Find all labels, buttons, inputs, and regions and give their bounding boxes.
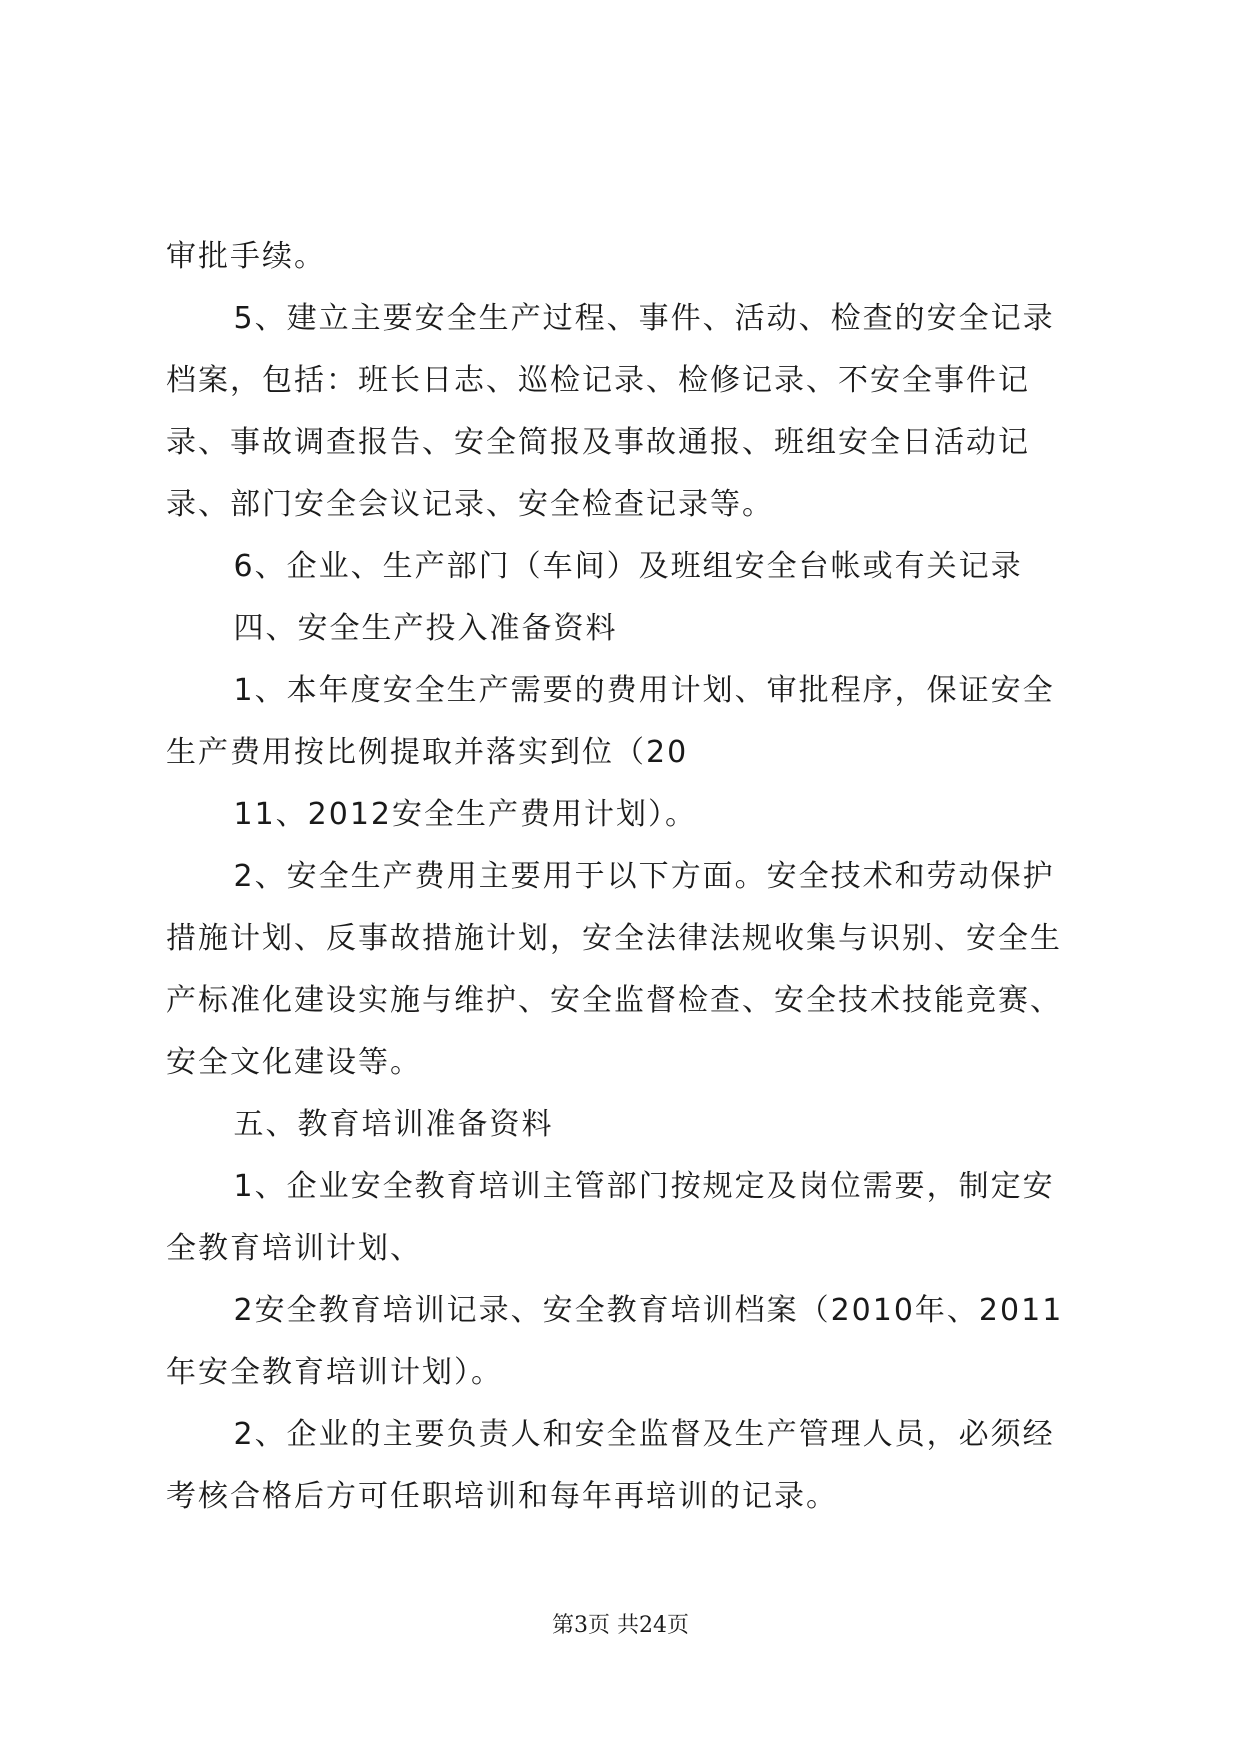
paragraph-3: 6、企业、生产部门（车间）及班组安全台帐或有关记录 xyxy=(233,549,1023,584)
section-heading-5: 五、教育培训准备资料 xyxy=(233,1107,554,1142)
paragraph-7: 2、安全生产费用主要用于以下方面。安全技术和劳动保护措施计划、反事故措施计划，安全法律法规收集与识别、安全生产标准化建设实施与维护、安全监督检查、安全技术技能竞赛、安全文化建设等。 xyxy=(166,859,1062,1080)
paragraph-5: 1、本年度安全生产需要的费用计划、审批程序，保证安全生产费用按比例提取并落实到位（20 xyxy=(166,673,1055,770)
paragraph-1: 审批手续。 xyxy=(166,239,326,274)
paragraph-11: 2、企业的主要负责人和安全监督及生产管理人员，必须经考核合格后方可任职培训和每年再培训的记录。 xyxy=(166,1417,1055,1514)
section-heading-4: 四、安全生产投入准备资料 xyxy=(233,611,618,646)
document-body xyxy=(166,226,1086,1528)
paragraph-2: 5、建立主要安全生产过程、事件、活动、检查的安全记录档案，包括：班长日志、巡检记录、检修记录、不安全事件记录、事故调查报告、安全简报及事故通报、班组安全日活动记录、部门安全会议记录、安全检查记录等。 xyxy=(166,301,1055,522)
paragraph-9: 1、企业安全教育培训主管部门按规定及岗位需要，制定安全教育培训计划、 xyxy=(166,1169,1055,1266)
paragraph-10: 2安全教育培训记录、安全教育培训档案（2010年、2011年安全教育培训计划）。 xyxy=(166,1293,1064,1390)
page-number-footer: 第3页 共24页 xyxy=(552,1613,689,1638)
paragraph-6: 11、2012安全生产费用计划）。 xyxy=(233,797,698,832)
